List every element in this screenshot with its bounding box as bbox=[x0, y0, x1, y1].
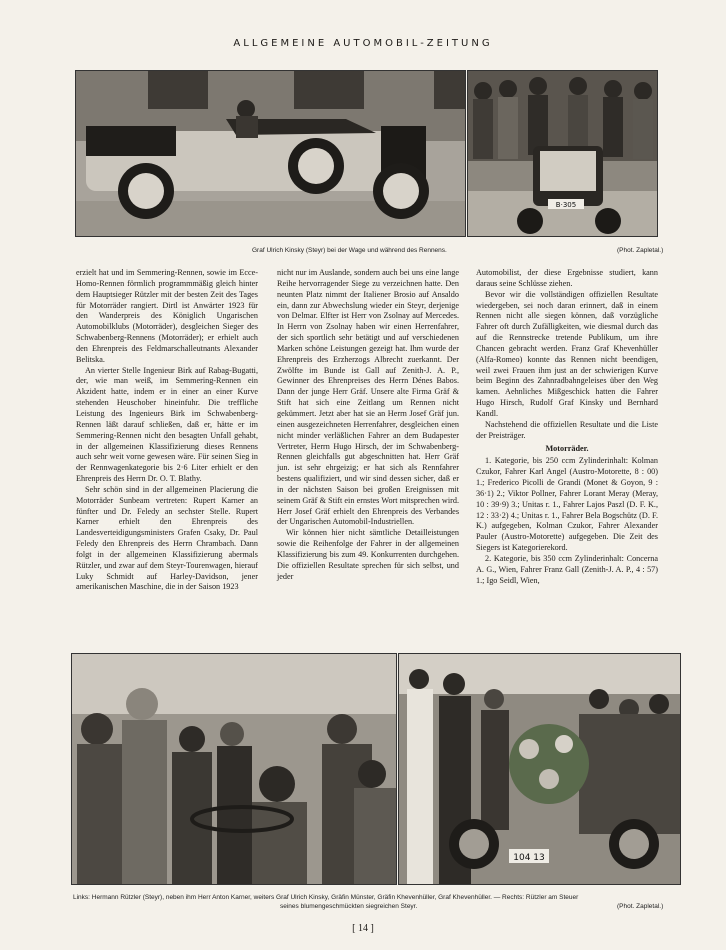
section-heading: Motorräder. bbox=[545, 443, 589, 453]
paragraph: Wir können hier nicht sämtliche Detailleistungen sowie die Reihenfolge der Fahrer in der allgemeinen Klassifizierung bis zum 49. Konkurrenten durchgehen. Die offiziellen Resultate sprechen für sich selbst, und jeder bbox=[277, 528, 459, 581]
page-number: [ 14 ] bbox=[352, 923, 374, 934]
bottom-caption-line-2: seines blumengeschmückten siegreichen Steyr. bbox=[280, 903, 418, 910]
text-column-3 bbox=[476, 268, 658, 586]
bottom-caption-credit: (Phot. Zapletal.) bbox=[617, 903, 664, 910]
top-caption: Graf Ulrich Kinsky (Steyr) bei der Wage und während des Rennens. bbox=[252, 247, 447, 254]
photo-rutzler-group bbox=[71, 653, 397, 885]
bottom-caption-line-1: Links: Hermann Rützler (Steyr), neben ihm Herr Anton Karner, weiters Graf Ulrich Kinsky, Gräfin Münster, Gräfin Khevenhüller, Graf Khevenhüller. — Rechts: Rützler am Steuer bbox=[73, 894, 579, 901]
photo-car-during-race bbox=[467, 70, 658, 237]
paragraph: An vierter Stelle Ingenieur Birk auf Rabag-Bugatti, der, wie man weiß, im Semmering-Rennen ein Akzident hatte, indem er in einer an einer Kurve stehenden Heuschober hineinfuhr. Die treffliche Leistung des Ingenieurs Birk im Schwabenberg-Rennen läßt darauf schließen, daß er, hätte er im Semmering-Rennen nicht den besagten Unfall gehabt, in der allgemeinen Klassifizierung dieses Rennens auch sehr weit vorne gewesen wäre. Für seinen Sieg in der Rennwagenkategorie bis 2·6 Liter erhielt er den Ehrenpreis des Herrn Dr. O. T. Blathy. bbox=[76, 365, 258, 484]
photo-car-on-scale bbox=[75, 70, 466, 237]
text-column-2 bbox=[277, 268, 459, 582]
license-plate: B·305 bbox=[555, 201, 577, 209]
text-column-1 bbox=[76, 268, 258, 593]
top-caption-credit: (Phot. Zapletal.) bbox=[617, 247, 664, 254]
paragraph: Automobilist, der diese Ergebnisse studiert, kann daraus seine Schlüsse ziehen. bbox=[476, 268, 658, 288]
paragraph: nicht nur im Auslande, sondern auch bei uns eine lange Reihe hervorragender Siege zu verzeichnen hatte. Den neunten Platz nimmt der Italiener Brosio auf Ansaldo ein, dann zur Abwechslung wieder ein Steyr, derjenige von Delmar. Elfter ist Herr von Zsolnay auf Mercedes. In Herrn von Zsolnay haben wir einen Herrenfahrer, der sich sportlich sehr betätigt und auf verschiedenen Marken schöne Leistungen gezeigt hat. Ihm wurde der Ehrenpreis des Erzherzogs Albrecht zuerkannt. Der Zwölfte im Bunde ist Gall auf Zenith-J. A. P., Gewinner des Ehrenpreises des Herrn Dénes Babos. Dann der junge Herr Gräf. Unsere alte Firma Gräf & Stift hat sich eine Zeitlang um Rennen nicht gekümmert. Jetzt aber hat sie an Herrn Josef Gräf jun. einen ausgezeichneten Herrenfahrer, desgleichen einen nicht minder verläßlichen Fahrer an dem Budapester Vertreter, Herrn Hugo Hirsch, der im Schwabenberg-Rennen gleichfalls gut abgeschnitten hat. Herr Gräf jun. ist sehr ehrgeizig; er hat sich als Rennfahrer bestens qualifiziert, und wir sind dessen sicher, daß er in der nächsten Saison bei großen Ereignissen mit seinem Gräf & Stift ein ernstes Wort mitsprechen wird. Herr Josef Gräf erhielt den Ehrenpreis des Verbandes der Ungarischen Automobil-Industriellen. bbox=[277, 268, 459, 527]
results-paragraph: 1. Kategorie, bis 250 ccm Zylinderinhalt: Kolman Czukor, Fahrer Karl Angel (Austro-Motorette, 8 : 00) 1.; Frederico Picolli de Grandi (Monet & Goyon, 9 : 36·1) 2.; Viktor Pollner, Fahrer Lorant Meray (Meray, 10 : 39·9) 3.; Unitas r. 1., Fahrer Lajos Paszl (D. F. K., 12 : 33·2) 4.; Unitas r. 1., Fahrer Bela Bogschütz (D. F. K.) aufgegeben, Kolman Czukor, Fahrer Alexander Pauler (Austro-Motorette) aufgegeben. Die Zeit des Siegers ist Kategorierekord. bbox=[476, 456, 658, 553]
paragraph: Nachstehend die offiziellen Resultate und die Liste der Preisträger. bbox=[476, 419, 658, 440]
photo-flower-decked-steyr bbox=[398, 653, 681, 885]
running-title: ALLGEMEINE AUTOMOBIL-ZEITUNG bbox=[233, 38, 493, 49]
paragraph: erzielt hat und im Semmering-Rennen, sowie im Ecce-Homo-Rennen förmlich programmmäßig gleich hinter dem Hauptsieger Rützler mit der besten Zeit des Tages für Motorräder rangiert. Dirtl ist Anwärter 1923 für den Wanderpreis des Königlich Ungarischen Automobilklubs (Motorräder), desgleichen Sieger des Schwabenberg-Rennens (Motorräder); er erhielt auch den Ehrenpreis des Feldmarschalleutnants Alexander Belitska. bbox=[76, 268, 258, 364]
results-paragraph: 2. Kategorie, bis 350 ccm Zylinderinhalt: Concerna A. G., Wien, Fahrer Franz Gall (Zenith-J. A. P., 4 : 57) 1.; Igo Seidl, Wien, bbox=[476, 553, 658, 585]
paragraph: Bevor wir die vollständigen offiziellen Resultate wiedergeben, sei noch daran erinnert, daß in einem Rennen nicht alle siegen können, daß vorzügliche Fahrer oft durch Zufälligkeiten, wie diesmal durch das auf die Rennstrecke tretende Publikum, um ihre Chancen gebracht werden. Franz Graf Khevenhüller (Alfa-Romeo) konnte das Rennen nicht beendigen, weil zwei Frauen ihm just an der schwierigen Kurve beim Beginn des Zahnradbahngeleises über den Weg kamen. Aehnliches Mißgeschick hatten die Fahrer Hugo Hirsch, Rudolf Graf Kinsky und Bernhard Kandl. bbox=[476, 289, 658, 418]
paragraph: Sehr schön sind in der allgemeinen Placierung die Motorräder Sunbeam vertreten: Rupert Karner an fünfter und Dr. Feledy an sechster Stelle. Rupert Karner erhielt den Ehrenpreis des Landesverteidigungsministers Grafen Csaky, Dr. Paul Feledy den Ehrenpreis des Herrn Chrambach. Dann folgt in der allgemeinen Klassifizierung abermals Rützler, und zwar auf dem Steyr-Tourenwagen, hierauf Luky Schmidt auf Harley-Davidson, jener amerikanischen Maschine, die in der Saison 1923 bbox=[76, 484, 258, 592]
race-number-plate: 104 13 bbox=[513, 853, 545, 863]
